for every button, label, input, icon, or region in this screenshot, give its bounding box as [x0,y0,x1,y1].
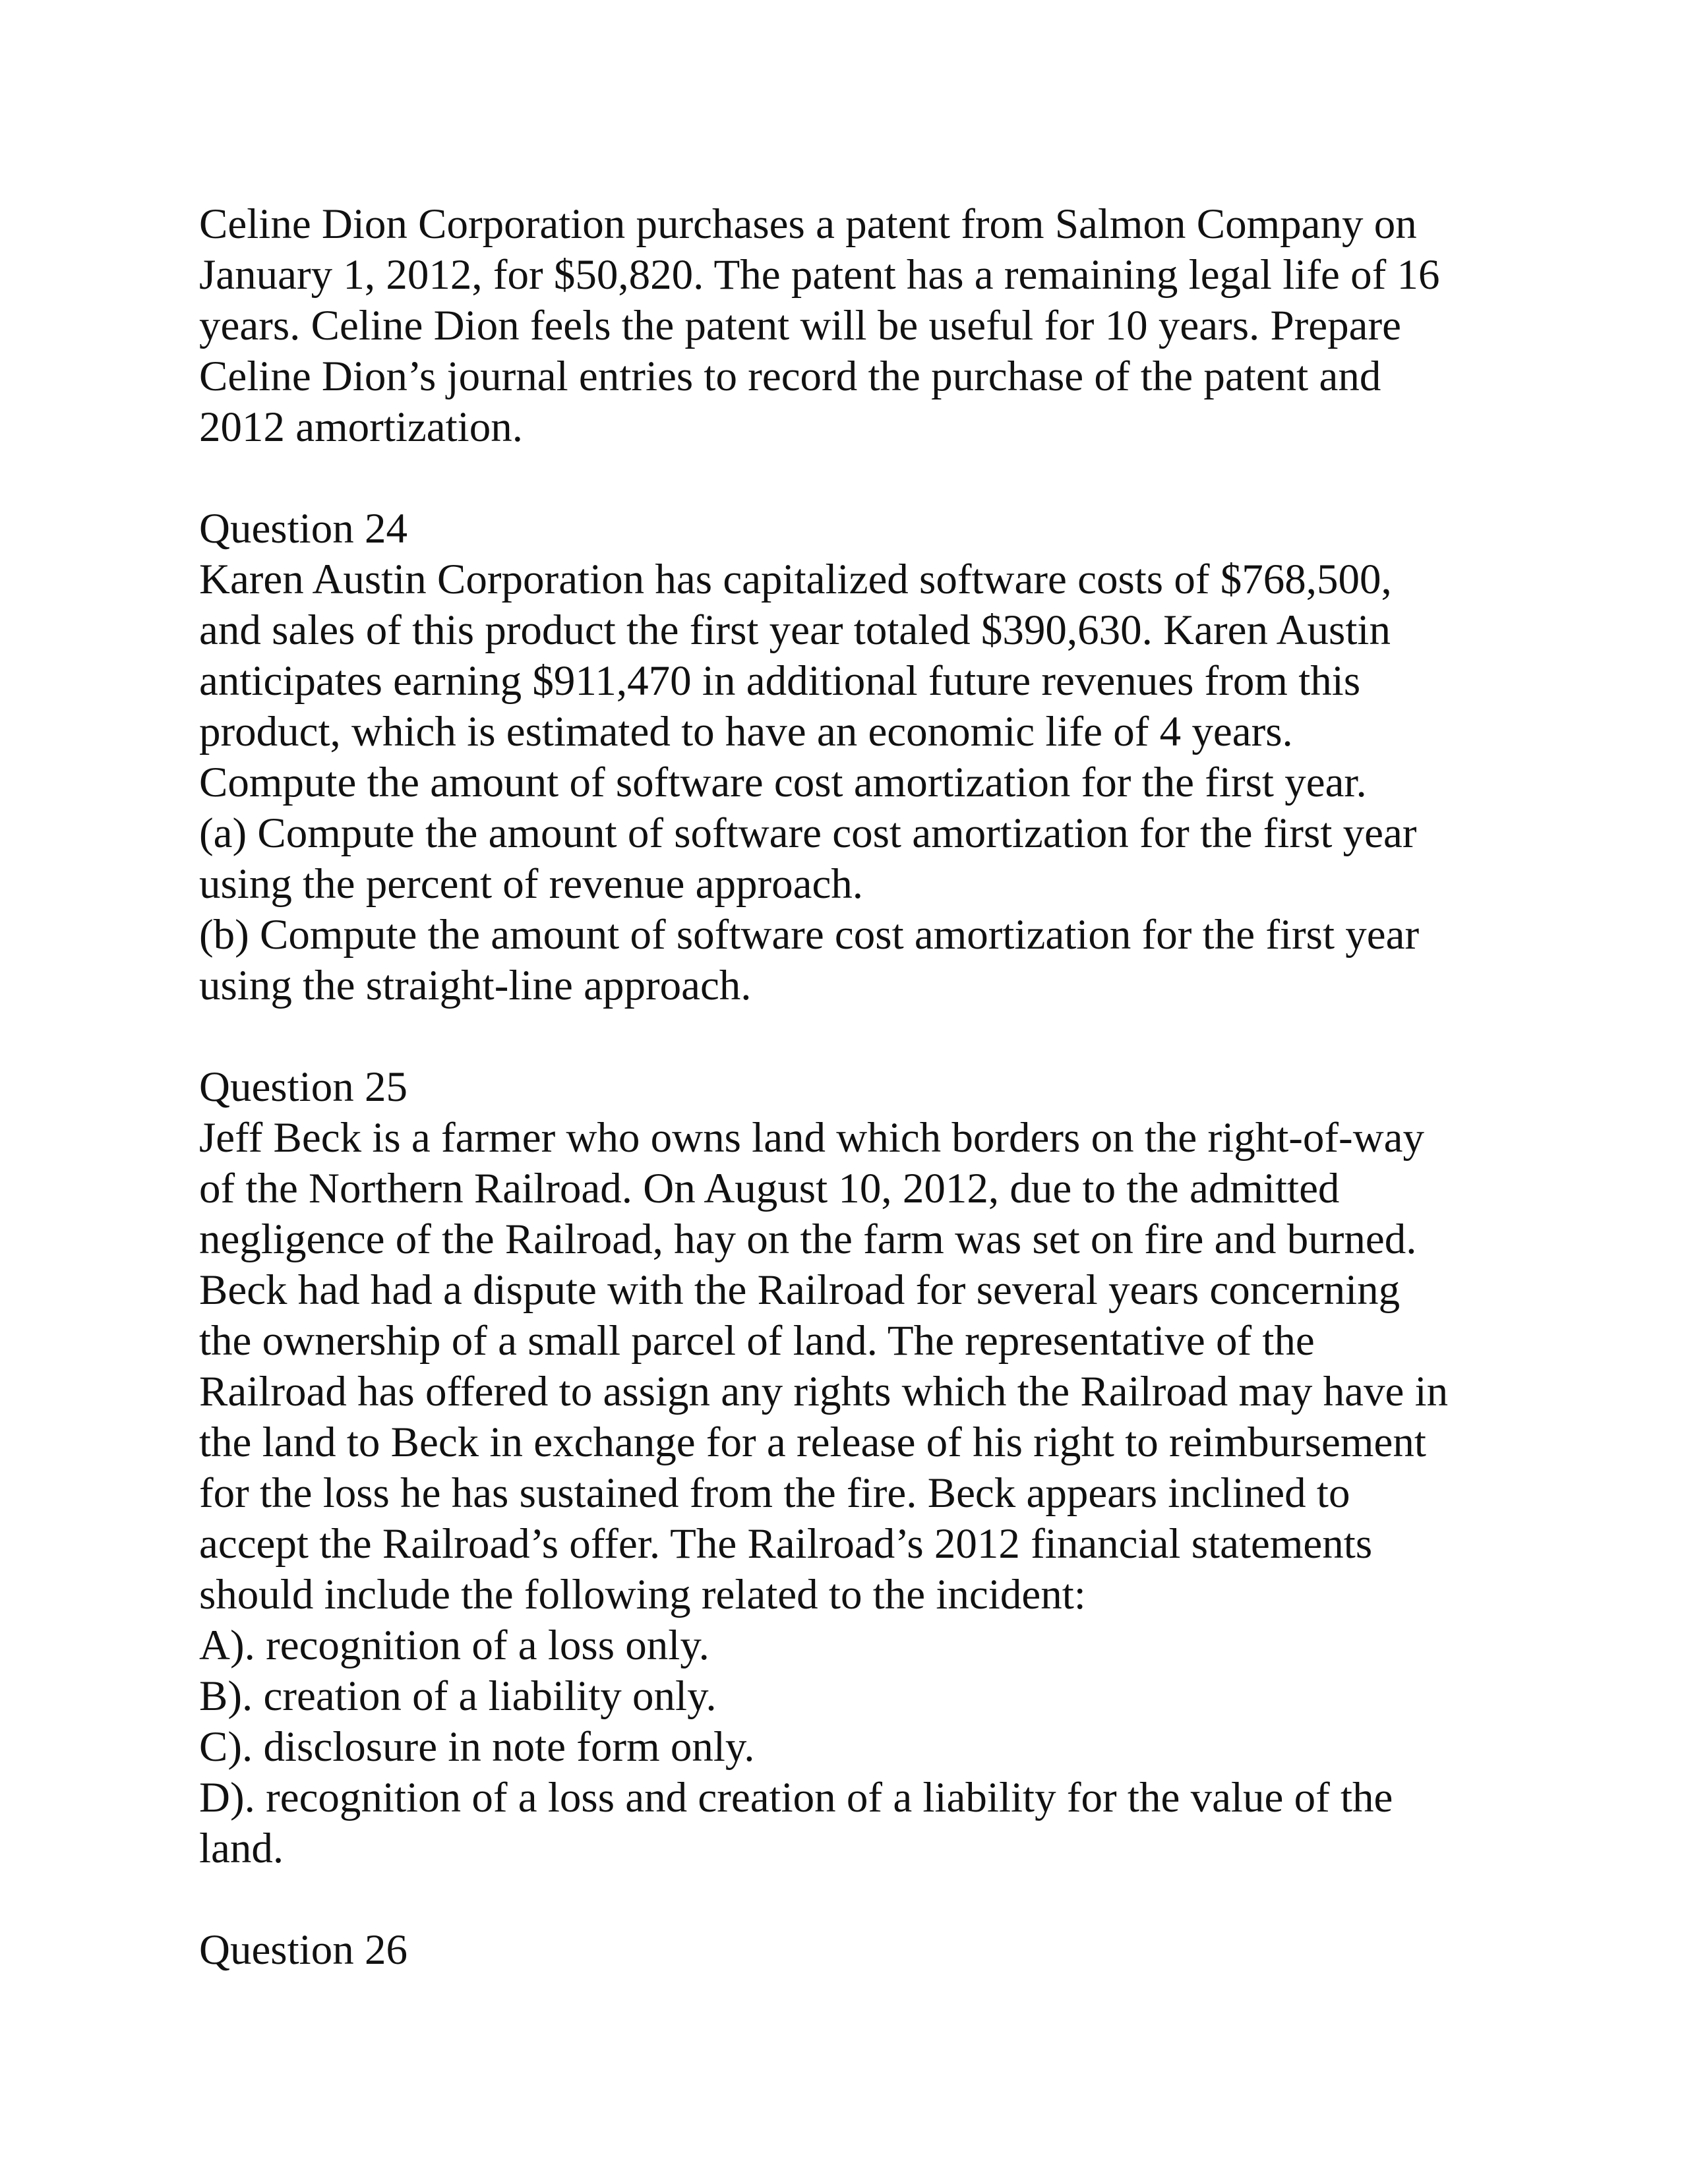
text-line: Celine Dion Corporation purchases a patent from Salmon Company on [199,200,1417,248]
question-heading: Question 24 [199,505,407,552]
text-line: years. Celine Dion feels the patent will be useful for 10 years. Prepare [199,302,1401,349]
text-line: should include the following related to the incident: [199,1571,1086,1618]
text-line: (b) Compute the amount of software cost amortization for the first year [199,911,1420,959]
intro-paragraph [199,199,1557,453]
text-line: (a) Compute the amount of software cost amortization for the first year [199,810,1417,857]
text-line: Beck had had a dispute with the Railroad for several years concerning [199,1266,1401,1314]
text-line: 2012 amortization. [199,403,523,451]
text-line: Celine Dion’s journal entries to record the purchase of the patent and [199,353,1381,400]
paragraph-gap [199,1011,1557,1062]
question-heading: Question 26 [199,1926,407,1974]
text-line: Jeff Beck is a farmer who owns land which borders on the right-of-way [199,1114,1424,1162]
text-line: Railroad has offered to assign any rights which the Railroad may have in [199,1368,1449,1415]
text-line: using the straight-line approach. [199,962,752,1009]
option-d: D). recognition of a loss and creation of a liability for the value of the [199,1774,1393,1821]
option-d-continued: land. [199,1825,284,1872]
question-25 [199,1062,1557,1874]
text-line: the ownership of a small parcel of land. The representative of the [199,1317,1315,1365]
question-26 [199,1925,1557,1976]
text-line: the land to Beck in exchange for a release of his right to reimbursement [199,1419,1426,1466]
question-heading: Question 25 [199,1063,407,1111]
text-line: anticipates earning $911,470 in additional future revenues from this [199,657,1361,705]
text-line: Karen Austin Corporation has capitalized software costs of $768,500, [199,556,1392,603]
document-body [199,199,1557,1976]
text-line: January 1, 2012, for $50,820. The patent has a remaining legal life of 16 [199,251,1440,299]
option-b: B). creation of a liability only. [199,1672,717,1720]
text-line: product, which is estimated to have an economic life of 4 years. [199,708,1293,755]
text-line: negligence of the Railroad, hay on the farm was set on fire and burned. [199,1216,1417,1263]
text-line: Compute the amount of software cost amortization for the first year. [199,759,1367,806]
text-line: of the Northern Railroad. On August 10, 2012, due to the admitted [199,1165,1340,1212]
option-c: C). disclosure in note form only. [199,1723,755,1771]
text-line: for the loss he has sustained from the fire. Beck appears inclined to [199,1469,1350,1517]
option-a: A). recognition of a loss only. [199,1622,709,1669]
text-line: and sales of this product the first year totaled $390,630. Karen Austin [199,606,1391,654]
text-line: accept the Railroad’s offer. The Railroad’s 2012 financial statements [199,1520,1373,1568]
paragraph-gap [199,1874,1557,1925]
question-24 [199,504,1557,1011]
text-line: using the percent of revenue approach. [199,860,864,908]
paragraph-gap [199,453,1557,504]
